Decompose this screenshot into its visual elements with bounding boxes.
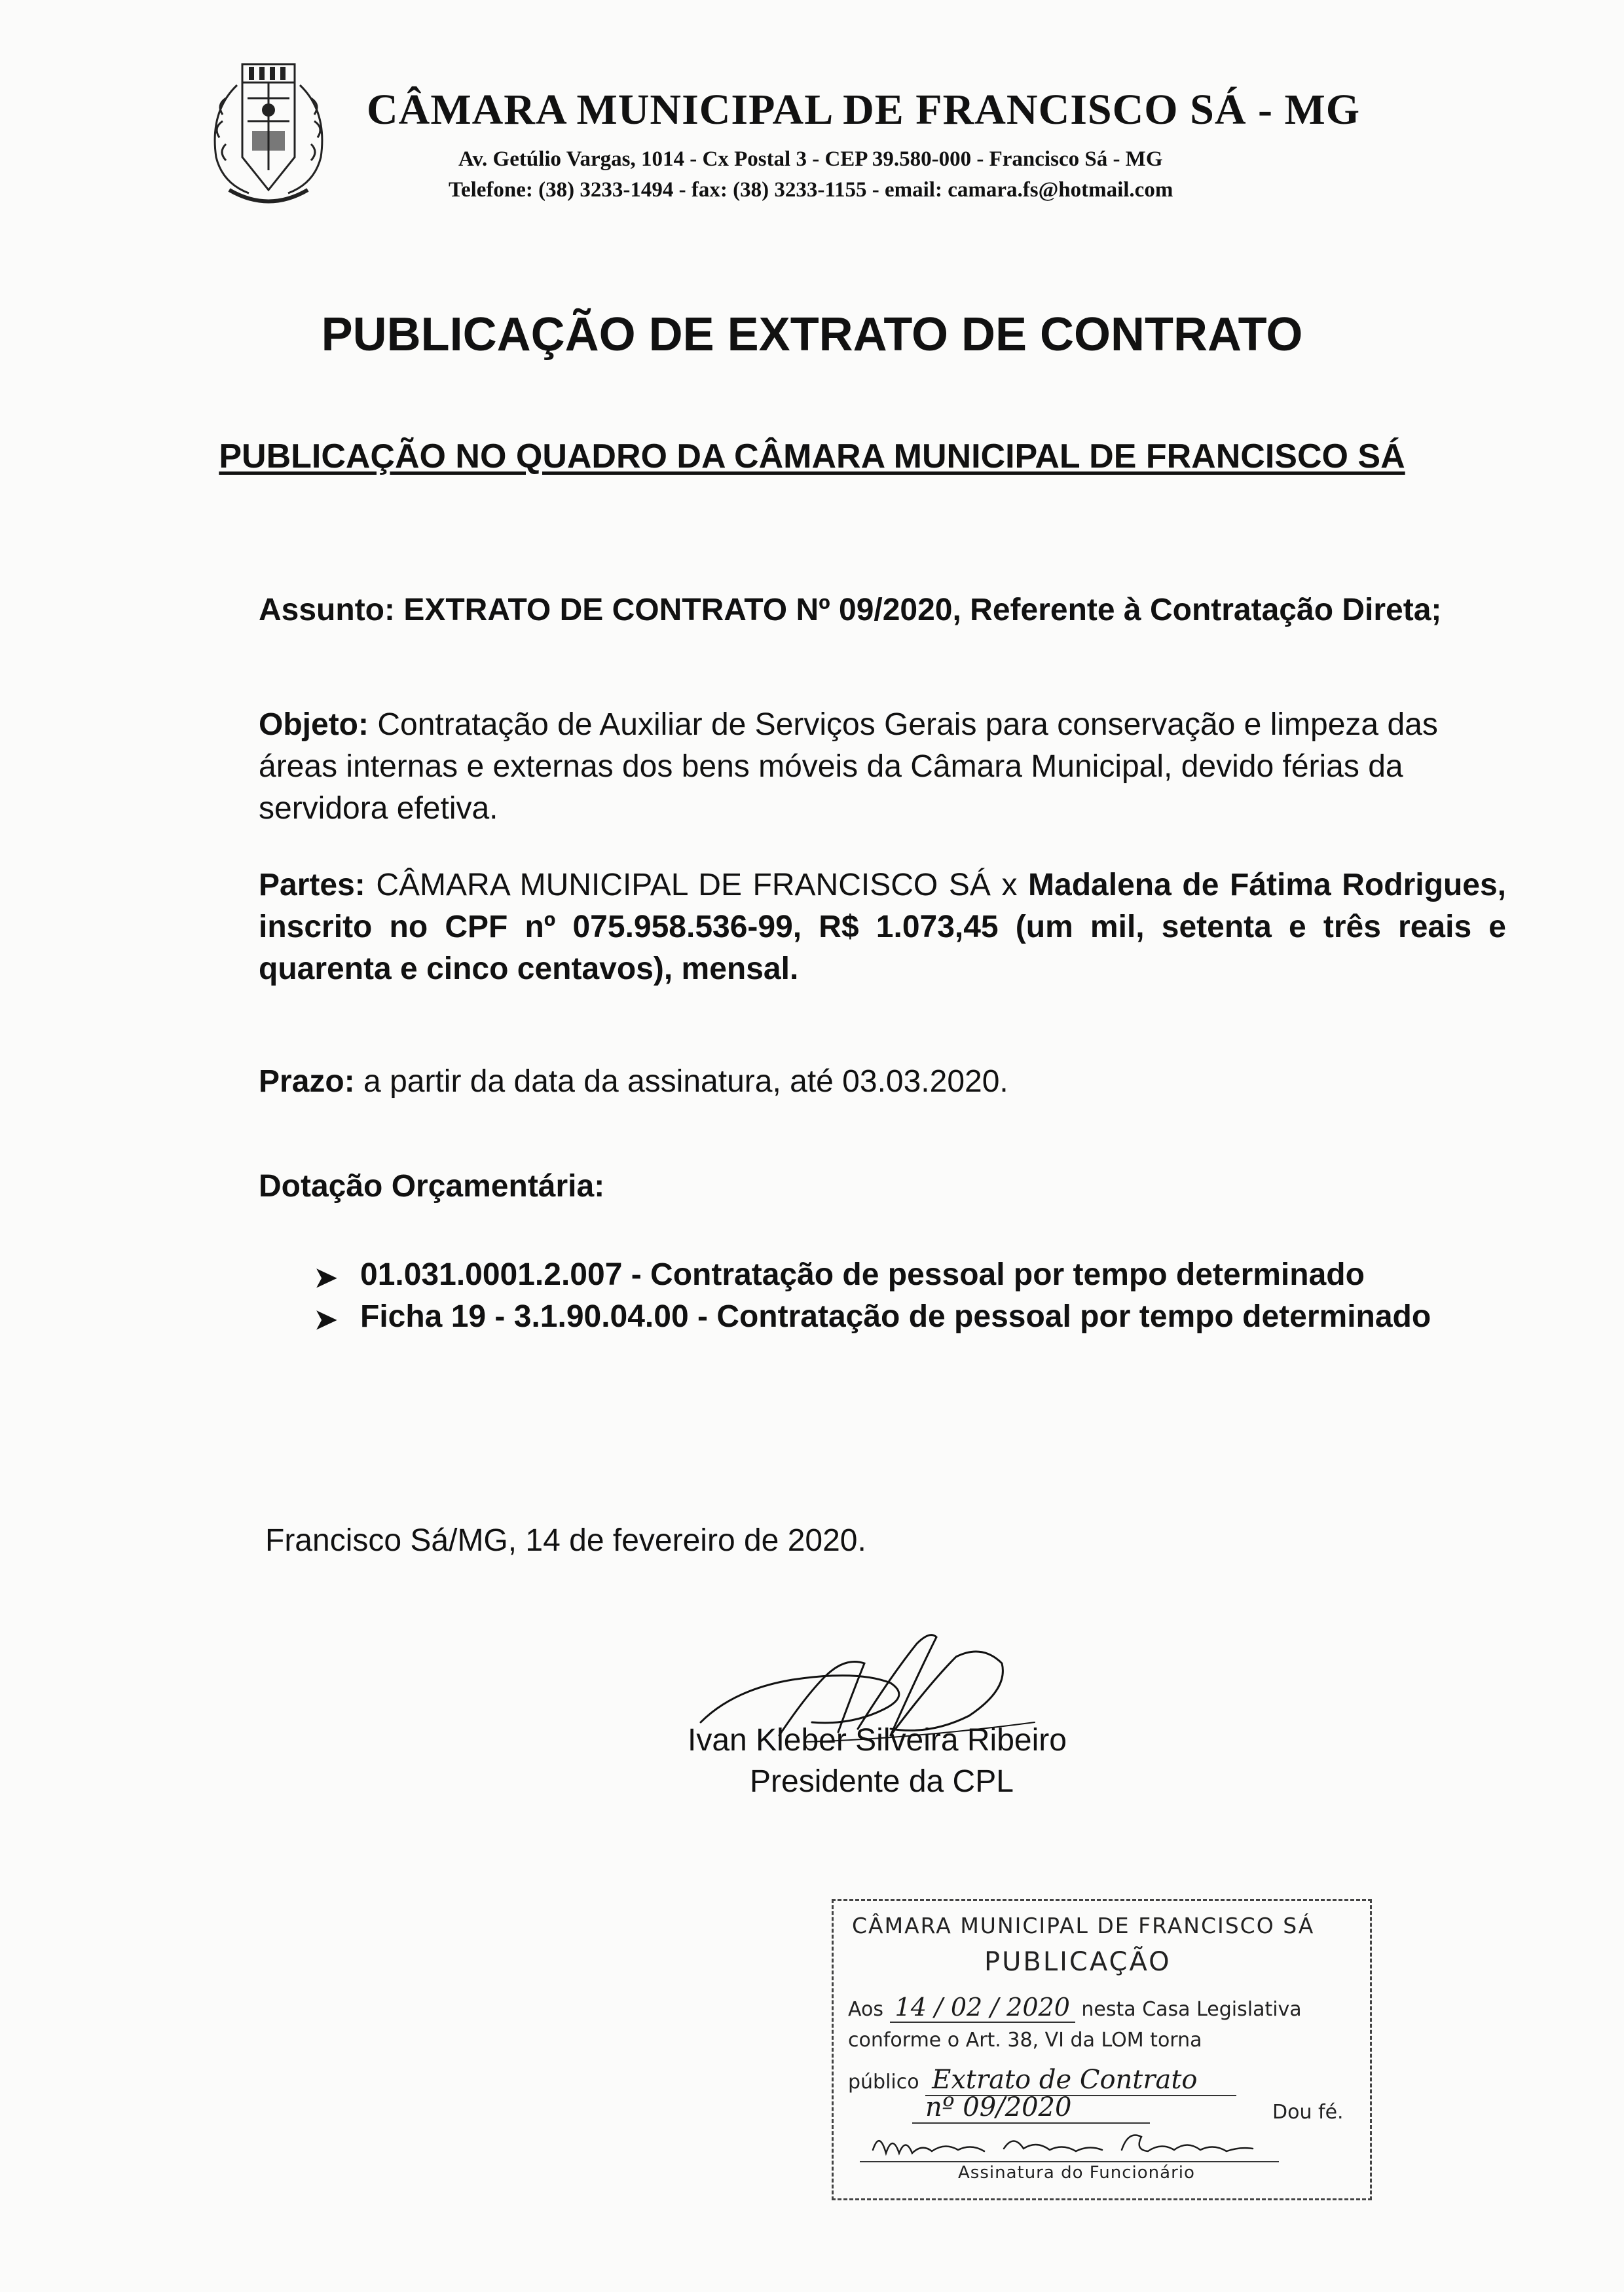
organization-title: CÂMARA MUNICIPAL DE FRANCISCO SÁ - MG: [367, 86, 1361, 134]
stamp-heading: PUBLICAÇÃO: [984, 1947, 1172, 1977]
arrow-bullet-icon: ➤: [314, 1262, 338, 1293]
assunto-label: Assunto:: [259, 593, 395, 627]
dotacao-label: Dotação Orçamentária:: [259, 1169, 605, 1204]
partes-text-plain: CÂMARA MUNICIPAL DE FRANCISCO SÁ x: [376, 868, 1018, 902]
stamp-handwritten-number: nº 09/2020: [912, 2092, 1150, 2124]
stamp-line-publico: [848, 2065, 1236, 2095]
place-and-date: Francisco Sá/MG, 14 de fevereiro de 2020.: [265, 1523, 866, 1558]
prazo-paragraph: [259, 1061, 1506, 1103]
arrow-bullet-icon: ➤: [314, 1304, 338, 1335]
document-title: PUBLICAÇÃO DE EXTRATO DE CONTRATO: [321, 308, 1303, 361]
objeto-paragraph: [259, 704, 1506, 830]
prazo-label: Prazo:: [259, 1064, 355, 1099]
assunto-text: EXTRATO DE CONTRATO Nº 09/2020, Referente à Contratação Direta;: [403, 593, 1442, 627]
dotacao-item: [314, 1254, 1513, 1296]
dotacao-item: [314, 1296, 1513, 1338]
stamp-organization: CÂMARA MUNICIPAL DE FRANCISCO SÁ: [852, 1913, 1315, 1938]
partes-text-bold: Madalena de Fátima Rodrigues, inscrito no CPF nº 075.958.536-99, R$ 1.073,45 (um mil, setenta e três reais e quarenta e cinco centavos), mensal.: [259, 868, 1506, 986]
assunto-paragraph: [259, 589, 1506, 631]
stamp-line-conforme: conforme o Art. 38, VI da LOM torna: [848, 2029, 1202, 2052]
municipal-crest-logo: [196, 59, 341, 216]
stamp-line1-rest: nesta Casa Legislativa: [1081, 1998, 1302, 2021]
stamp-handwritten-date: 14 / 02 / 2020: [890, 1993, 1075, 2023]
document-subtitle: PUBLICAÇÃO NO QUADRO DA CÂMARA MUNICIPAL DE FRANCISCO SÁ: [219, 437, 1405, 475]
stamp-dou-fe: Dou fé.: [1272, 2101, 1344, 2124]
signer-name: Ivan Kleber Silveira Ribeiro: [688, 1723, 1067, 1758]
organization-address: Av. Getúlio Vargas, 1014 - Cx Postal 3 - CEP 39.580-000 - Francisco Sá - MG: [458, 147, 1163, 171]
objeto-label: Objeto:: [259, 707, 369, 742]
stamp-aos-label: Aos: [848, 1998, 883, 2021]
stamp-signature-label: Assinatura do Funcionário: [958, 2163, 1195, 2183]
stamp-handwritten-subject: Extrato de Contrato: [925, 2065, 1236, 2096]
prazo-text: a partir da data da assinatura, até 03.03.2020.: [363, 1064, 1008, 1099]
dotacao-item-text: 01.031.0001.2.007 - Contratação de pessoal por tempo determinado: [360, 1257, 1365, 1292]
partes-paragraph: [259, 864, 1506, 990]
dotacao-item-text: Ficha 19 - 3.1.90.04.00 - Contratação de pessoal por tempo determinado: [360, 1299, 1431, 1334]
stamp-publico-label: público: [848, 2071, 919, 2094]
stamp-line-date: [848, 1993, 1302, 2022]
signer-role: Presidente da CPL: [750, 1764, 1014, 1799]
objeto-text: Contratação de Auxiliar de Serviços Gerais para conservação e limpeza das áreas internas e externas dos bens móveis da Câmara Municipal, devido férias da servidora efetiva.: [259, 707, 1438, 826]
organization-contact: Telefone: (38) 3233-1494 - fax: (38) 3233-1155 - email: camara.fs@hotmail.com: [449, 178, 1173, 202]
publication-stamp: [832, 1899, 1372, 2200]
partes-label: Partes:: [259, 868, 365, 902]
